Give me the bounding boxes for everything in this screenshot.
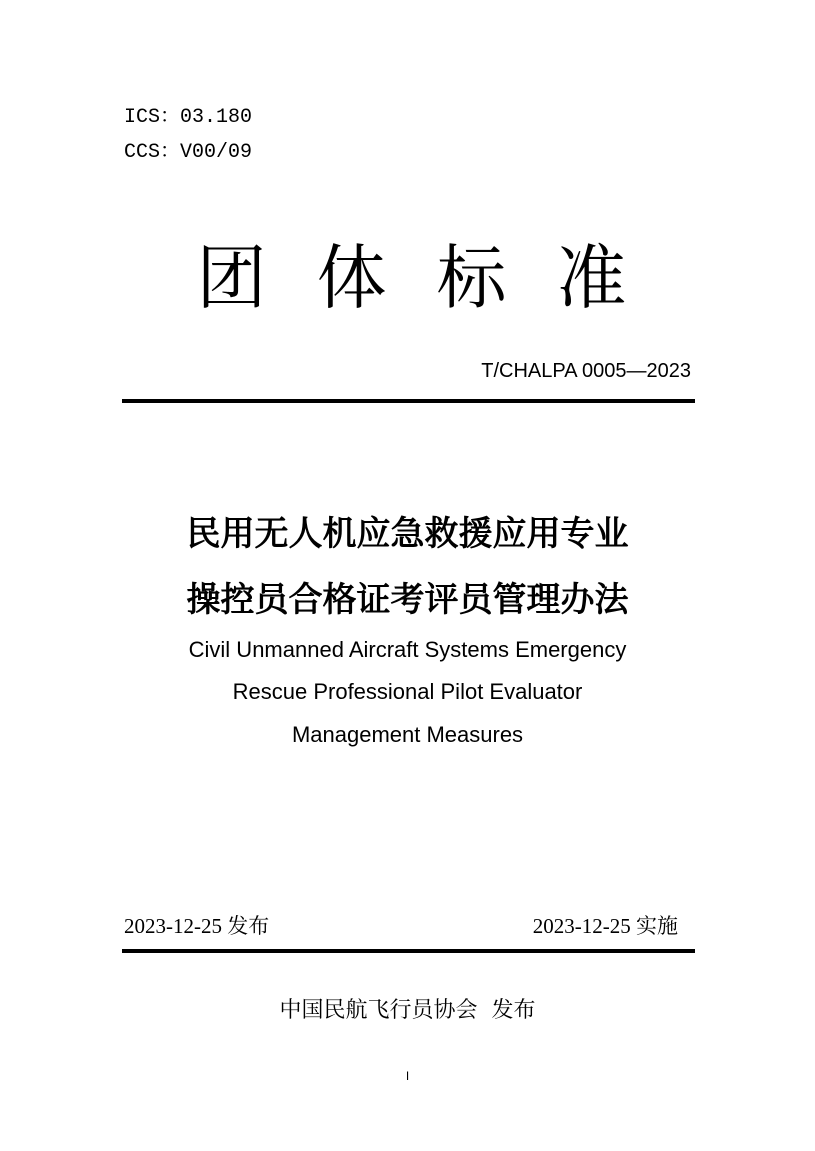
standard-type-title: 团体标准 [196, 237, 677, 319]
chinese-title-line-2: 操控员合格证考评员管理办法 [186, 580, 629, 620]
english-title-line-3: Management Measures [291, 722, 524, 747]
ccs-code: CCS：V00/09 [124, 141, 253, 164]
chinese-title-line-1: 民用无人机应急救援应用专业 [186, 514, 629, 554]
top-divider [122, 399, 695, 403]
english-title-line-1: Civil Unmanned Aircraft Systems Emergency [188, 637, 627, 662]
ics-code: ICS：03.180 [124, 106, 253, 129]
bottom-divider [122, 949, 695, 953]
publish-date: 2023-12-25 发布 [124, 914, 270, 938]
page-number: I [405, 1069, 410, 1083]
publisher-line: 中国民航飞行员协会 发布 [279, 998, 536, 1023]
standard-code: T/CHALPA 0005—2023 [481, 360, 691, 382]
english-title-line-2: Rescue Professional Pilot Evaluator [232, 679, 583, 704]
effective-date: 2023-12-25 实施 [532, 914, 678, 938]
